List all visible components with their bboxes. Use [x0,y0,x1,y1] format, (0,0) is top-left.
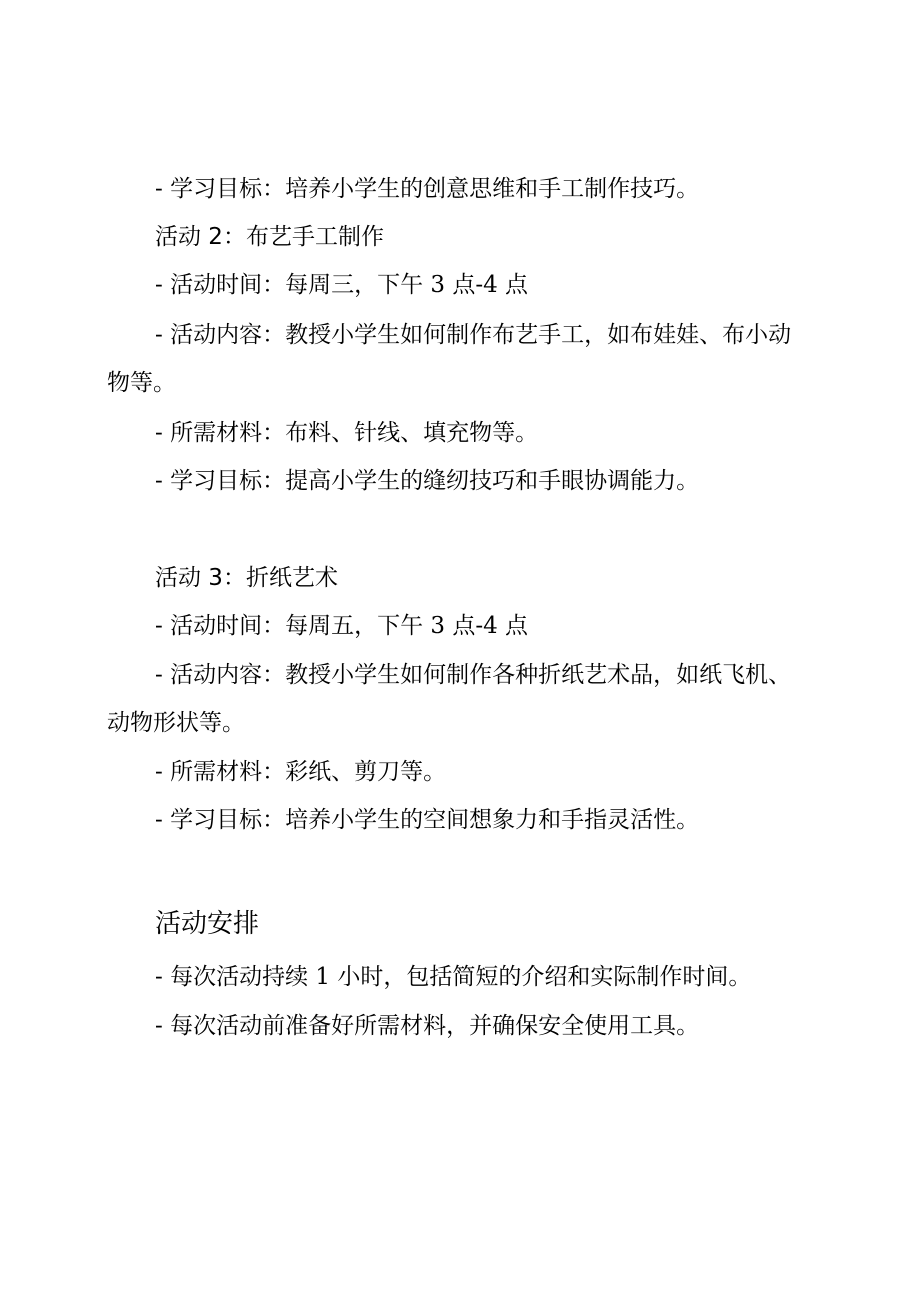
activity3-content-line2: 动物形状等。 [107,710,245,736]
activity1-goal: - 学习目标：培养小学生的创意思维和手工制作技巧。 [155,176,700,202]
activity2-time: - 活动时间：每周三，下午 3 点-4 点 [155,272,529,298]
activity2-materials: - 所需材料：布料、针线、填充物等。 [155,420,539,446]
activity2-content-line2: 物等。 [107,370,176,396]
activity2-content-line1: - 活动内容：教授小学生如何制作布艺手工，如布娃娃、布小动 [155,322,792,348]
activity3-goal: - 学习目标：培养小学生的空间想象力和手指灵活性。 [155,807,700,833]
activity3-materials: - 所需材料：彩纸、剪刀等。 [155,759,447,785]
arrangement-item2: - 每次活动前准备好所需材料，并确保安全使用工具。 [155,1013,700,1039]
activity2-goal: - 学习目标：提高小学生的缝纫技巧和手眼协调能力。 [155,468,700,494]
activity3-title: 活动 3：折纸艺术 [155,565,338,591]
activity3-content-line1: - 活动内容：教授小学生如何制作各种折纸艺术品，如纸飞机、 [155,662,792,688]
arrangement-title: 活动安排 [155,909,260,939]
activity3-time: - 活动时间：每周五，下午 3 点-4 点 [155,613,529,639]
arrangement-item1: - 每次活动持续 1 小时，包括简短的介绍和实际制作时间。 [155,964,752,990]
activity2-title: 活动 2：布艺手工制作 [155,224,384,250]
